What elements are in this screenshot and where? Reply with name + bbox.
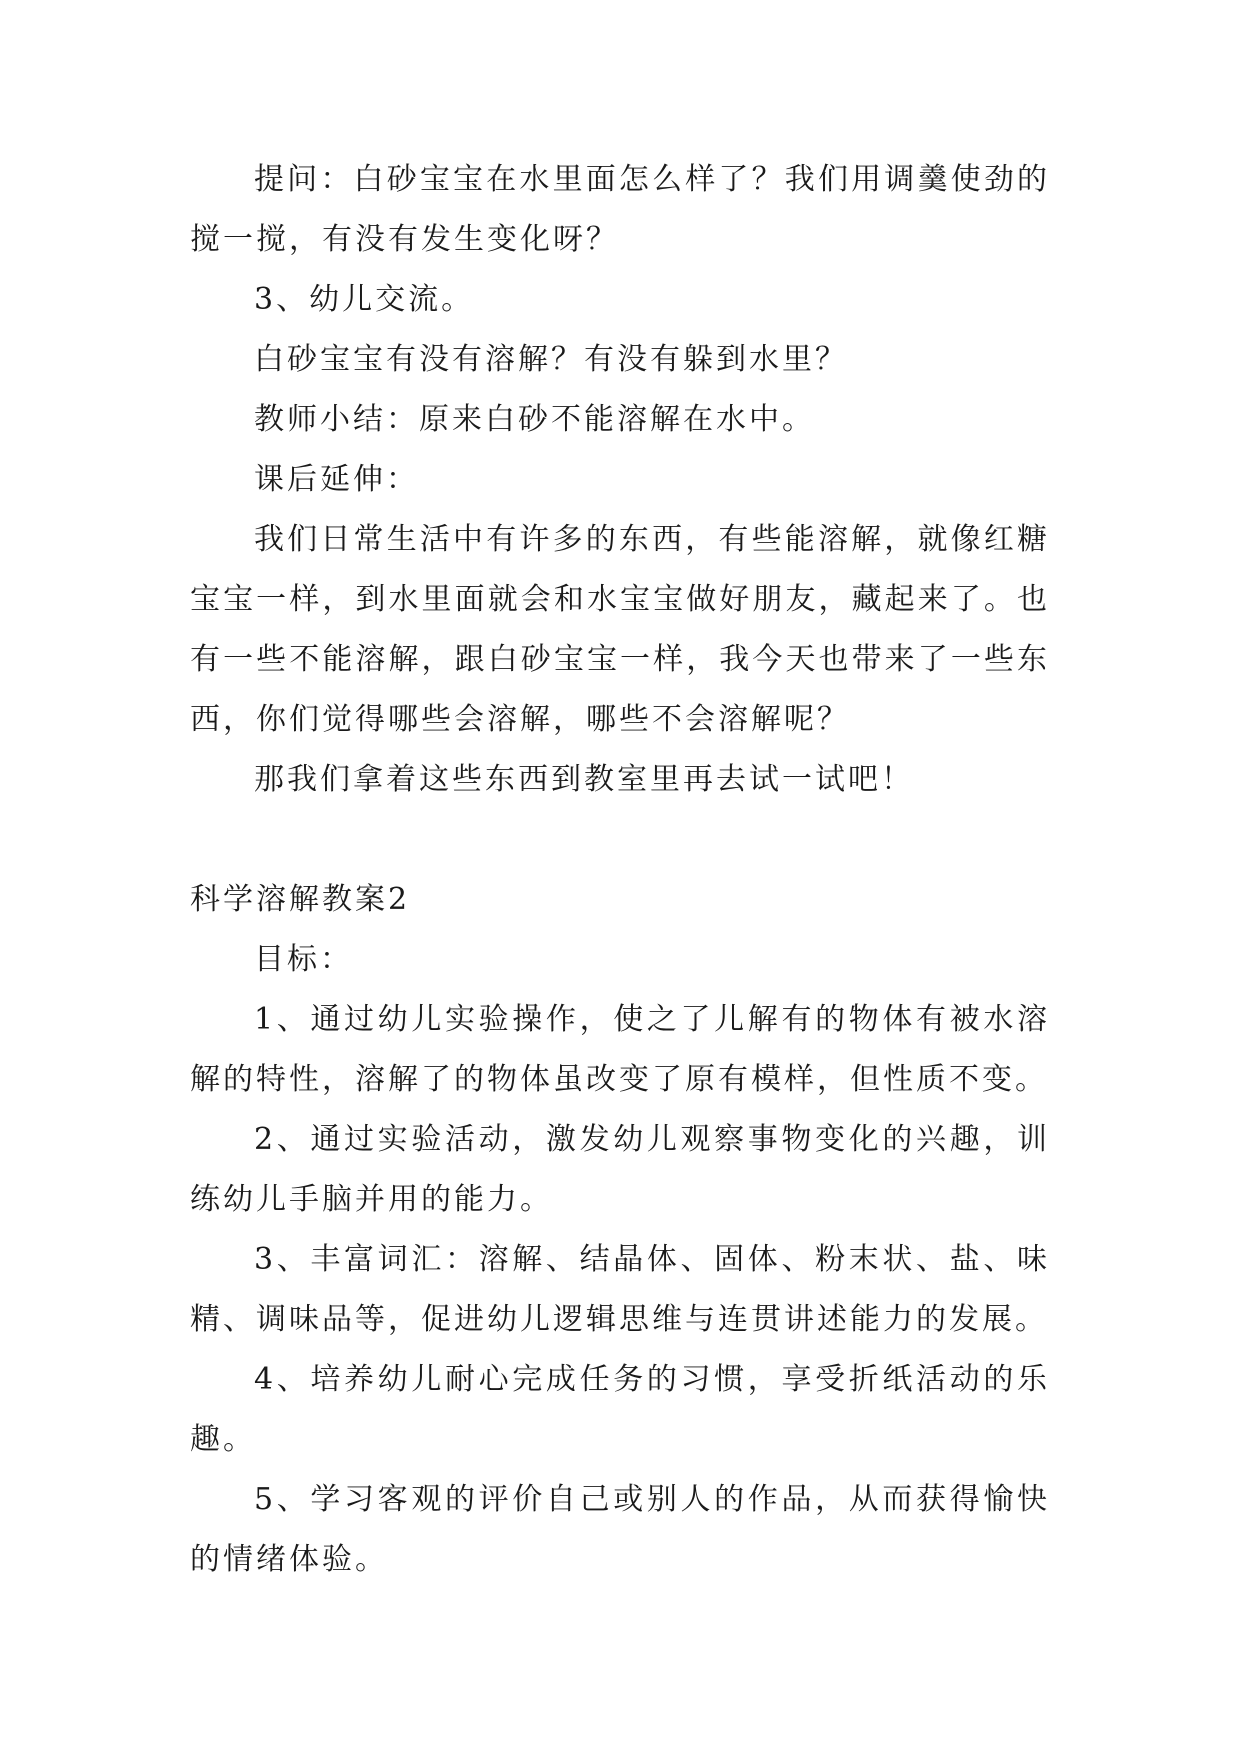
paragraph: 2、通过实验活动，激发幼儿观察事物变化的兴趣，训练幼儿手脑并用的能力。	[190, 1122, 1050, 1217]
paragraph: 3、丰富词汇：溶解、结晶体、固体、粉末状、盐、味精、调味品等，促进幼儿逻辑思维与连贯讲述能力的发展。	[190, 1242, 1050, 1337]
paragraph: 课后延伸：	[254, 462, 419, 497]
paragraph: 1、通过幼儿实验操作，使之了儿解有的物体有被水溶解的特性，溶解了的物体虽改变了原有模样，但性质不变。	[190, 1002, 1050, 1097]
paragraph: 我们日常生活中有许多的东西，有些能溶解，就像红糖宝宝一样，到水里面就会和水宝宝做好朋友，藏起来了。也有一些不能溶解，跟白砂宝宝一样，我今天也带来了一些东西，你们觉得哪些会溶解，哪些不会溶解呢？	[190, 522, 1050, 737]
paragraph: 3、幼儿交流。	[254, 282, 475, 317]
paragraph: 目标：	[254, 942, 353, 977]
paragraph: 4、培养幼儿耐心完成任务的习惯，享受折纸活动的乐趣。	[190, 1362, 1050, 1457]
paragraph: 提问：白砂宝宝在水里面怎么样了？我们用调羹使劲的搅一搅，有没有发生变化呀？	[190, 162, 1050, 257]
document-body	[190, 150, 1050, 1590]
paragraph: 白砂宝宝有没有溶解？有没有躲到水里？	[254, 342, 848, 377]
paragraph: 教师小结：原来白砂不能溶解在水中。	[254, 402, 815, 437]
paragraph: 5、学习客观的评价自己或别人的作品，从而获得愉快的情绪体验。	[190, 1482, 1050, 1577]
section-title: 科学溶解教案2	[190, 882, 411, 917]
paragraph: 那我们拿着这些东西到教室里再去试一试吧！	[254, 762, 914, 797]
